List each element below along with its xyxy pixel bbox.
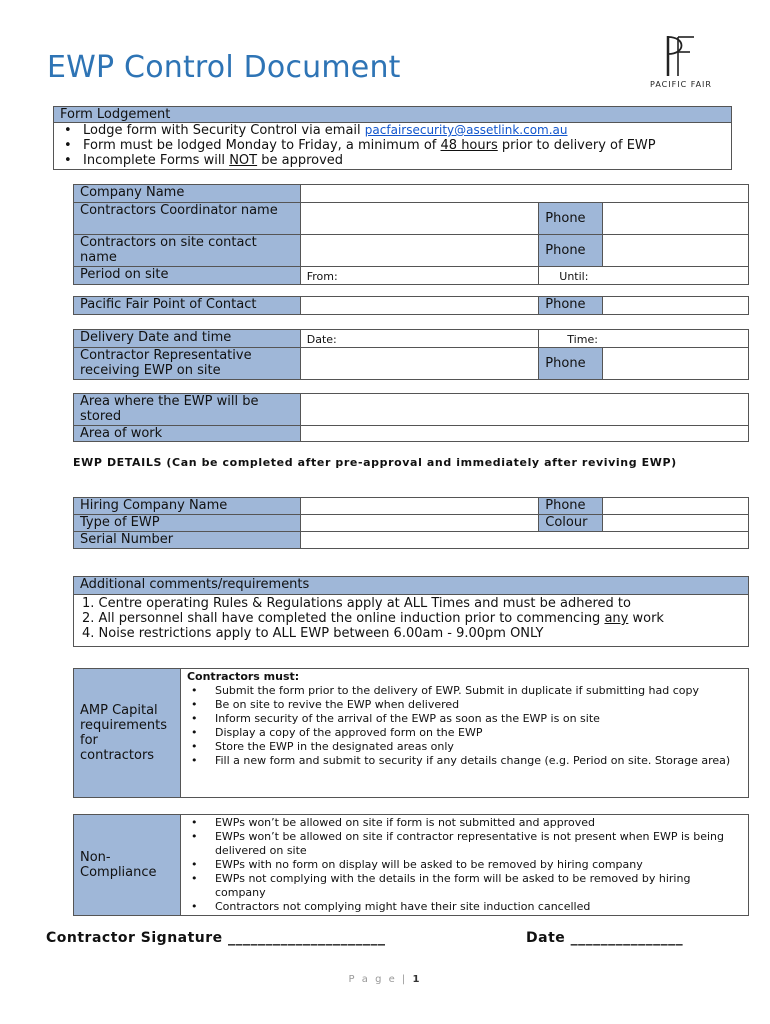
hiring-company-field[interactable] <box>300 498 539 515</box>
requirement-item: • Inform security of the arrival of the EWP as soon as the EWP is on site <box>187 712 742 726</box>
requirement-item: • Fill a new form and submit to security if any details change (e.g. Period on site. Storage area) <box>187 754 742 768</box>
contractor-signature-line[interactable]: Contractor Signature _____________________ <box>46 930 386 946</box>
requirements-heading: Contractors must: <box>186 670 300 683</box>
form-lodgement-table <box>53 106 732 170</box>
noncompliance-item: • EWPs won’t be allowed on site if form is not submitted and approved <box>187 816 742 830</box>
noncompliance-item: • EWPs with no form on display will be asked to be removed by hiring company <box>187 858 742 872</box>
poc-phone-field[interactable] <box>603 297 749 315</box>
onsite-contact-phone-label: Phone <box>539 235 603 267</box>
lodgement-not: NOT <box>229 153 258 168</box>
area-table <box>73 393 749 442</box>
date-signature-line[interactable]: Date _______________ <box>526 930 684 946</box>
lodgement-incomplete-text: Incomplete Forms will <box>83 153 230 168</box>
point-of-contact-table <box>73 296 749 315</box>
representative-phone-field[interactable] <box>603 348 749 380</box>
hiring-company-label: Hiring Company Name <box>74 498 301 515</box>
period-from-field[interactable]: From: <box>300 267 539 285</box>
delivery-date-field[interactable]: Date: <box>300 330 539 348</box>
ewp-details-note: EWP DETAILS (Can be completed after pre-approval and immediately after reviving EWP) <box>73 456 677 469</box>
storage-area-label: Area where the EWP will be stored <box>74 394 301 426</box>
noncompliance-body <box>180 815 748 916</box>
noncompliance-table <box>73 814 749 916</box>
lodgement-rule-email <box>60 123 725 138</box>
ewp-type-field[interactable] <box>300 515 539 532</box>
noncompliance-item: • EWPs not complying with the details in the form will be asked to be removed by hiring company <box>187 872 742 900</box>
representative-label: Contractor Representative receiving EWP on site <box>74 348 301 380</box>
security-email-link[interactable]: pacfairsecurity@assetlink.com.au <box>364 123 568 137</box>
pacific-fair-monogram-icon <box>664 34 698 78</box>
requirement-item: • Store the EWP in the designated areas only <box>187 740 742 754</box>
representative-phone-label: Phone <box>539 348 603 380</box>
page-footer <box>0 974 770 985</box>
ewp-details-table <box>73 497 749 549</box>
storage-area-field[interactable] <box>300 394 748 426</box>
logo-text: PACIFIC FAIR <box>650 80 712 89</box>
comment-rule-4: 4. Noise restrictions apply to ALL EWP between 6.00am - 9.00pm ONLY <box>82 626 544 641</box>
representative-field[interactable] <box>300 348 539 380</box>
comment-rule-1: 1. Centre operating Rules & Regulations apply at ALL Times and must be adhered to <box>82 596 631 611</box>
coordinator-phone-field[interactable] <box>603 203 749 235</box>
comment-rule-2-text: 2. All personnel shall have completed the online induction prior to commencing <box>82 611 605 626</box>
hiring-phone-field[interactable] <box>603 498 749 515</box>
lodgement-timing-text: Form must be lodged Monday to Friday, a minimum of <box>83 138 441 153</box>
delivery-time-field[interactable]: Time: <box>539 330 749 348</box>
requirement-item: • Display a copy of the approved form on the EWP <box>187 726 742 740</box>
onsite-contact-field[interactable] <box>300 235 539 267</box>
comments-body <box>74 595 749 647</box>
serial-number-field[interactable] <box>300 532 748 549</box>
lodgement-rule-timing <box>60 138 725 153</box>
noncompliance-item: • Contractors not complying might have their site induction cancelled <box>187 900 742 914</box>
page-title: EWP Control Document <box>47 50 401 85</box>
colour-label: Colour <box>539 515 603 532</box>
colour-field[interactable] <box>603 515 749 532</box>
serial-number-label: Serial Number <box>74 532 301 549</box>
period-until-field[interactable]: Until: <box>539 267 749 285</box>
onsite-contact-label: Contractors on site contact name <box>74 235 301 267</box>
lodgement-timing-suffix: prior to delivery of EWP <box>497 138 656 153</box>
work-area-field[interactable] <box>300 426 748 442</box>
onsite-contact-phone-field[interactable] <box>603 235 749 267</box>
comments-table <box>73 576 749 647</box>
noncompliance-item: • EWPs won’t be allowed on site if contractor representative is not present when EWP is being delivered on site <box>187 830 742 858</box>
company-details-table <box>73 184 749 285</box>
coordinator-field[interactable] <box>300 203 539 235</box>
coordinator-phone-label: Phone <box>539 203 603 235</box>
form-lodgement-body <box>54 123 732 170</box>
comment-rule-2-suffix: work <box>628 611 664 626</box>
requirements-table <box>73 668 749 798</box>
requirements-body <box>180 669 748 798</box>
comment-rule-2 <box>82 611 740 626</box>
page-label: P a g e | <box>348 974 413 985</box>
requirement-item: • Be on site to revive the EWP when delivered <box>187 698 742 712</box>
pacific-fair-logo <box>636 34 726 94</box>
noncompliance-label: Non-Compliance <box>74 815 181 916</box>
company-name-label: Company Name <box>74 185 301 203</box>
lodgement-hours: 48 hours <box>440 138 498 153</box>
lodgement-rule-incomplete <box>60 153 725 168</box>
work-area-label: Area of work <box>74 426 301 442</box>
lodgement-incomplete-suffix: be approved <box>257 153 344 168</box>
delivery-label: Delivery Date and time <box>74 330 301 348</box>
poc-phone-label: Phone <box>539 297 603 315</box>
form-lodgement-header: Form Lodgement <box>54 107 732 123</box>
delivery-table <box>73 329 749 380</box>
period-label: Period on site <box>74 267 301 285</box>
comment-rule-2-any: any <box>604 611 629 626</box>
poc-field[interactable] <box>300 297 539 315</box>
comments-header: Additional comments/requirements <box>74 577 749 595</box>
page-number: 1 <box>412 974 422 985</box>
lodgement-email-text: Lodge form with Security Control via email <box>83 123 365 138</box>
requirement-item: • Submit the form prior to the delivery of EWP. Submit in duplicate if submitting had copy <box>187 684 742 698</box>
hiring-phone-label: Phone <box>539 498 603 515</box>
poc-label: Pacific Fair Point of Contact <box>74 297 301 315</box>
ewp-type-label: Type of EWP <box>74 515 301 532</box>
company-name-field[interactable] <box>300 185 748 203</box>
requirements-label: AMP Capital requirements for contractors <box>74 669 181 798</box>
coordinator-label: Contractors Coordinator name <box>74 203 301 235</box>
